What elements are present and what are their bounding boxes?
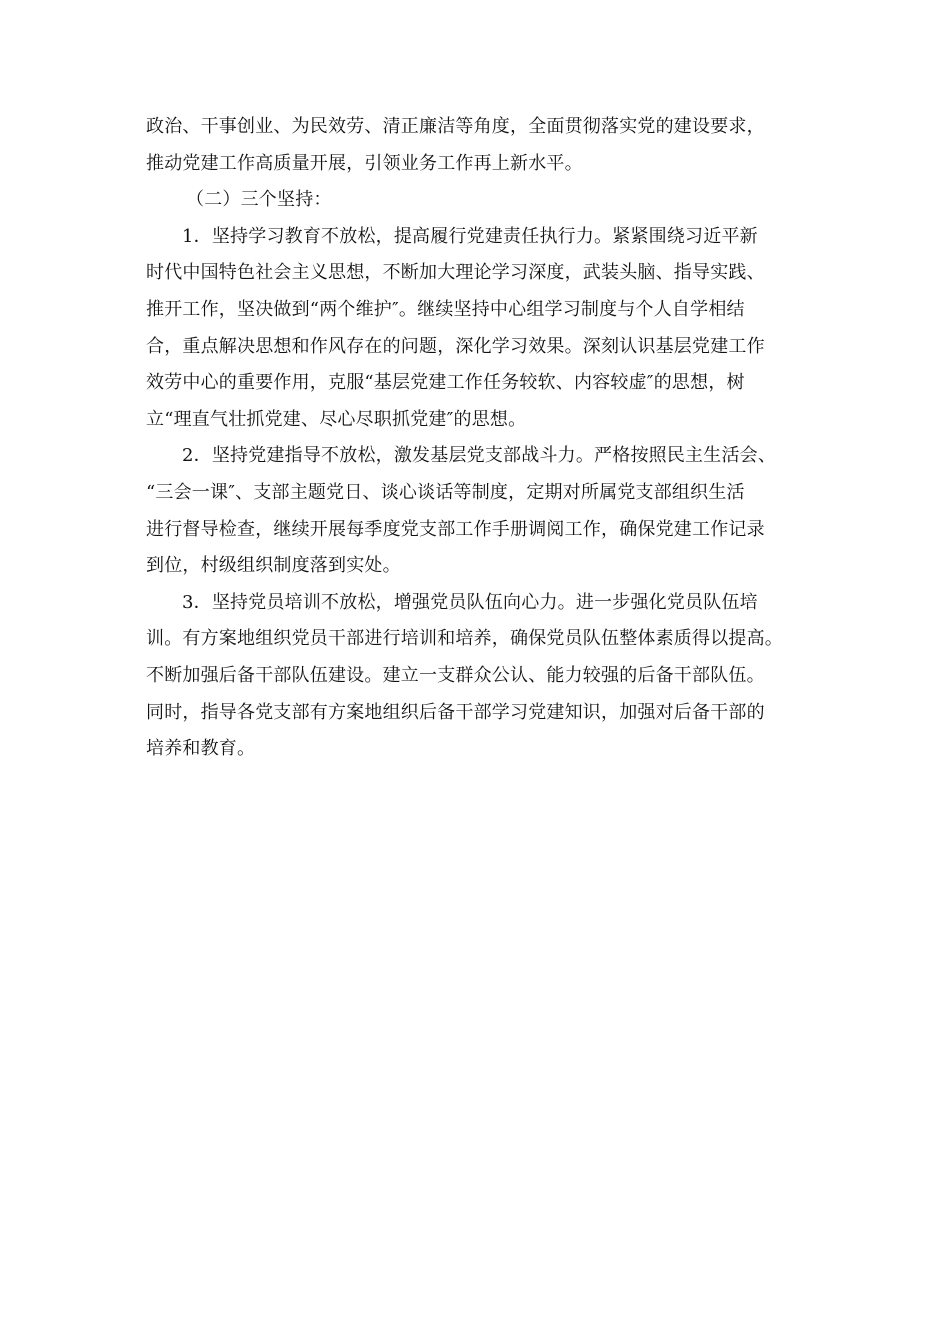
section-heading-text: （二）三个坚持： [186,189,332,211]
text-line: 政治、干事创业、为民效劳、清正廉洁等角度，全面贯彻落实党的建设要求， [146,116,765,137]
text-line: 推开工作，坚决做到“两个维护″。继续坚持中心组学习制度与个人自学相结 [146,298,745,320]
continuation-paragraph [146,109,814,182]
text-line: 1．坚持学习教育不放松，提高履行党建责任执行力。紧紧围绕习近平新 [182,225,758,247]
text-line: “三会一课″、支部主题党日、谈心谈话等制度，定期对所属党支部组织生活 [146,481,745,503]
paragraph-2 [146,438,814,584]
text-line: 推动党建工作高质量开展，引领业务工作再上新水平。 [146,152,583,174]
text-line: 同时，指导各党支部有方案地组织后备干部学习党建知识，加强对后备干部的 [146,701,765,723]
text-line: 培养和教育。 [146,738,256,760]
section-heading [146,182,814,219]
text-line: 合，重点解决思想和作风存在的问题，深化学习效果。深刻认识基层党建工作 [146,335,765,357]
text-line: 效劳中心的重要作用，克服“基层党建工作任务较软、内容较虚″的思想，树 [146,372,745,394]
text-line: 2．坚持党建指导不放松，激发基层党支部战斗力。严格按照民主生活会、 [182,445,777,467]
paragraph-1 [146,219,814,439]
text-line: 不断加强后备干部队伍建设。建立一支群众公认、能力较强的后备干部队伍。 [146,664,765,686]
text-line: 时代中国特色社会主义思想，不断加大理论学习深度，武装头脑、指导实践、 [146,262,765,284]
text-line: 3．坚持党员培训不放松，增强党员队伍向心力。进一步强化党员队伍培 [182,591,758,613]
document-body [146,109,814,768]
text-line: 到位，村级组织制度落到实处。 [146,555,401,577]
text-line: 立“理直气壮抓党建、尽心尽职抓党建″的思想。 [146,408,527,430]
text-line: 进行督导检查，继续开展每季度党支部工作手册调阅工作，确保党建工作记录 [146,518,765,540]
text-line: 训。有方案地组织党员干部进行培训和培养，确保党员队伍整体素质得以提高。 [146,628,783,650]
paragraph-3 [146,585,814,768]
